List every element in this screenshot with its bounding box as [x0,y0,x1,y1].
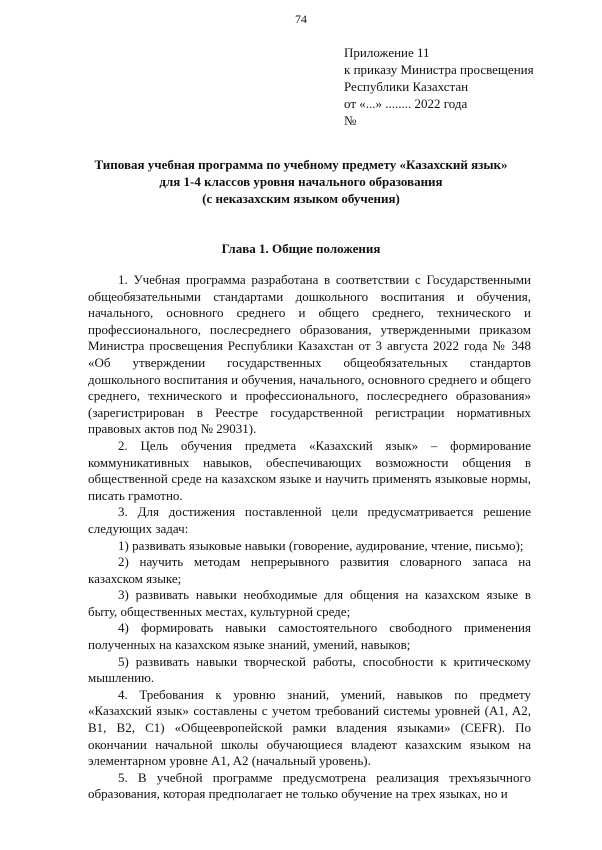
list-item: 2) научить методам непрерывного развития словарного запаса на казахском языке; [88,554,531,586]
list-item: 3) развивать навыки необходимые для общения на казахском языке в быту, общественных местах, культурной среде; [88,587,531,619]
document-title [60,156,542,207]
paragraph: 5. В учебной программе предусмотрена реализация трехъязычного образования, которая предполагает не только обучение на трех языках, но и [88,769,531,802]
document-body [88,272,531,803]
paragraph: 4. Требования к уровню знаний, умений, навыков по предмету «Казахский язык» составлены с учетом требований системы уровней (A1, A2, B1, B2, C1) «Общеевропейской рамки владения языками» (CEFR). По окончании начальной школы обучающиеся владеют казахским языком на элементарном уровне A1, A2 (начальный уровень). [88,686,531,769]
appendix-line: Приложение 11 [344,45,430,60]
list-item: 1) развивать языковые навыки (говорение, аудирование, чтение, письмо); [118,537,524,553]
appendix-line: Республики Казахстан [344,79,469,94]
title-line: (с неказахским языком обучения) [202,191,400,206]
chapter-heading: Глава 1. Общие положения [221,241,381,256]
appendix-line: к приказу Министра просвещения [344,62,534,77]
page-number: 74 [295,12,307,26]
title-line: для 1-4 классов уровня начального образования [159,174,443,189]
list-item: 5) развивать навыки творческой работы, способности к критическому мышлению. [88,653,531,686]
list-item: 4) формировать навыки самостоятельного свободного применения полученных на казахском языке знаний, умений, навыков; [88,620,531,653]
appendix-line: № [344,113,357,128]
paragraph: 3. Для достижения поставленной цели предусматривается решение следующих задач: [88,504,531,536]
appendix-block [344,44,584,129]
title-line: Типовая учебная программа по учебному предмету «Казахский язык» [94,157,508,172]
appendix-line: от «...» ........ 2022 года [344,96,468,111]
paragraph: 1. Учебная программа разработана в соответствии с Государственными общеобязательными стандартами дошкольного воспитания и обучения, начального, основного среднего и общего среднего, технического и профессионального, послесреднего образования, утвержденными приказом Министра просвещения Республики Казахстан от 3 августа 2022 года № 348 «Об утверждении государственных общеобязательных стандартов дошкольного воспитания и обучения, начального, основного среднего и общего среднего, технического и профессионального, послесреднего образования» (зарегистрирован в Реестре государственной регистрации нормативных правовых актов под № 29031). [88,272,531,437]
paragraph: 2. Цель обучения предмета «Казахский язык» – формирование коммуникативных навыков, обеспечивающих возможности общения в общественной среде на казахском языке и научить применять языковые нормы, писать грамотно. [88,437,531,503]
